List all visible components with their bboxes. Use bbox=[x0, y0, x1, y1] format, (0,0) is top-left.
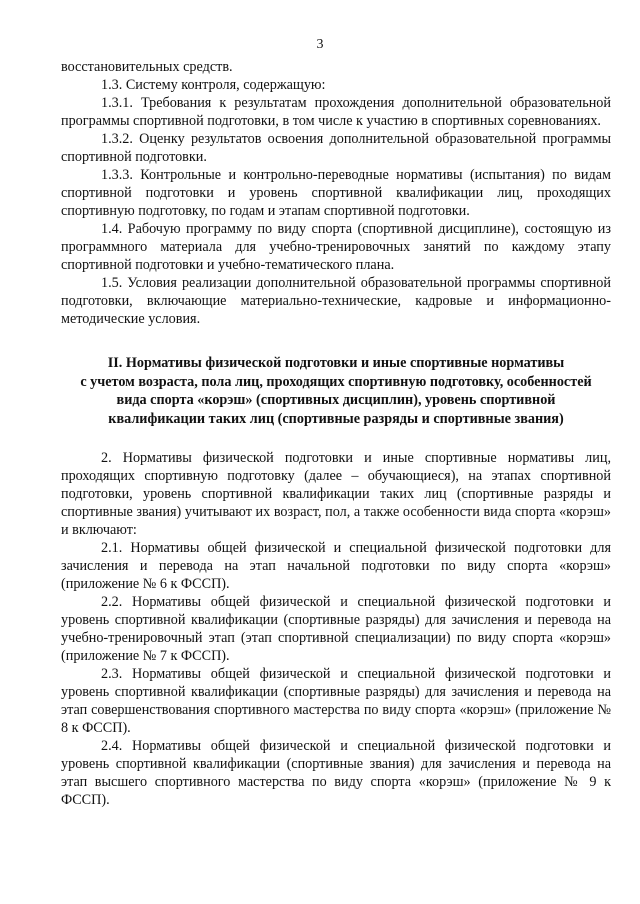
paragraph-2-4: 2.4. Нормативы общей физической и специальной физической подготовки и уровень спортивной квалификации (спортивные звания) для зачисления и перевода на этап высшего спортивного мастерства по виду спорта «корэш» (приложение № 9 к ФССП). bbox=[61, 738, 611, 808]
section-heading-line: вида спорта «корэш» (спортивных дисциплин), уровень спортивной bbox=[116, 392, 556, 408]
section-heading-line: II. Нормативы физической подготовки и иные спортивные нормативы bbox=[107, 355, 565, 371]
section-heading-line: квалификации таких лиц (спортивные разряды и спортивные звания) bbox=[108, 410, 564, 427]
paragraph-1-3-2: 1.3.2. Оценку результатов освоения дополнительной образовательной программы спортивной подготовки. bbox=[61, 131, 611, 165]
paragraph-1-3: 1.3. Систему контроля, содержащую: bbox=[101, 77, 326, 93]
paragraph-2-2: 2.2. Нормативы общей физической и специальной физической подготовки и уровень спортивной квалификации (спортивные разряды) для зачисления и перевода на учебно-тренировочный этап (этап спортивной специализации) по виду спорта «корэш» (приложение № 7 к ФССП). bbox=[61, 594, 611, 664]
section-heading-line: с учетом возраста, пола лиц, проходящих спортивную подготовку, особенностей bbox=[80, 373, 592, 390]
paragraph-1-3-1: 1.3.1. Требования к результатам прохождения дополнительной образовательной программы спортивной подготовки, в том числе к участию в спортивных соревнованиях. bbox=[61, 95, 611, 129]
paragraph-continuation: восстановительных средств. bbox=[61, 59, 233, 75]
paragraph-2: 2. Нормативы физической подготовки и иные спортивные нормативы лиц, проходящих спортивную подготовку (далее – обучающиеся), на этапах спортивной подготовки, уровень спортивной квалификации таких лиц (спортивные разряды и спортивные звания) учитывают их возраст, пол, а также особенности вида спорта «корэш» и включают: bbox=[61, 450, 611, 538]
document-body bbox=[61, 58, 611, 809]
paragraph-1-3-3: 1.3.3. Контрольные и контрольно-переводные нормативы (испытания) по видам спортивной подготовки и уровень спортивной квалификации лиц, проходящих спортивную подготовку, по годам и этапам спортивной подготовки. bbox=[61, 167, 611, 219]
page-number: 3 bbox=[316, 37, 324, 52]
paragraph-1-4: 1.4. Рабочую программу по виду спорта (спортивной дисциплине), состоящую из программного материала для учебно-тренировочных занятий по каждому этапу спортивной подготовки и учебно-тематического плана. bbox=[61, 221, 611, 273]
section-heading bbox=[61, 354, 611, 428]
paragraph-1-5: 1.5. Условия реализации дополнительной образовательной программы спортивной подготовки, включающие материально-технические, кадровые и информационно-методические условия. bbox=[61, 275, 611, 327]
paragraph-2-1: 2.1. Нормативы общей физической и специальной физической подготовки для зачисления и перевода на этап начальной подготовки по виду спорта «корэш» (приложение № 6 к ФССП). bbox=[61, 540, 611, 592]
paragraph-2-3: 2.3. Нормативы общей физической и специальной физической подготовки и уровень спортивной квалификации (спортивные разряды) для зачисления и перевода на этап совершенствования спортивного мастерства по виду спорта «корэш» (приложение № 8 к ФССП). bbox=[61, 666, 611, 736]
